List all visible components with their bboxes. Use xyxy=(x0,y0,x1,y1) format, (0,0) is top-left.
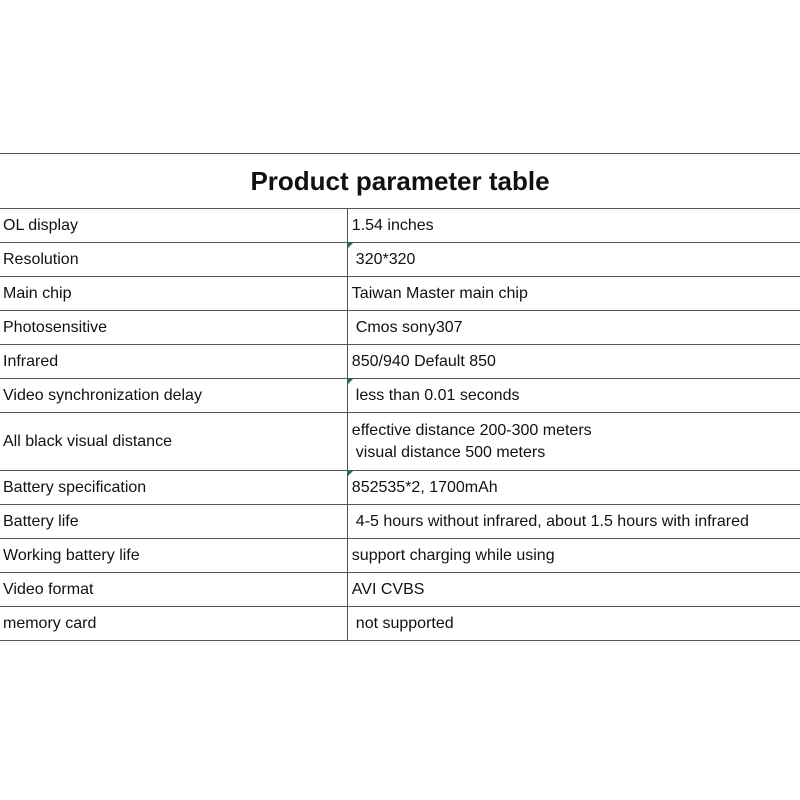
param-label: Infrared xyxy=(0,345,347,379)
param-label: Resolution xyxy=(0,243,347,277)
param-value xyxy=(347,573,800,607)
param-value xyxy=(347,243,800,277)
param-label: All black visual distance xyxy=(0,413,347,471)
param-value xyxy=(347,471,800,505)
param-value xyxy=(347,413,800,471)
table-row xyxy=(0,413,800,471)
param-value xyxy=(347,539,800,573)
table-row xyxy=(0,311,800,345)
param-value-line: visual distance 500 meters xyxy=(355,443,546,461)
param-label: Video synchronization delay xyxy=(0,379,347,413)
cell-marker-icon xyxy=(348,243,353,248)
table-row xyxy=(0,573,800,607)
param-value xyxy=(347,505,800,539)
table-row xyxy=(0,471,800,505)
param-value xyxy=(347,209,800,243)
param-value-text: Taiwan Master main chip xyxy=(351,284,528,302)
param-label: Battery specification xyxy=(0,471,347,505)
param-label: Photosensitive xyxy=(0,311,347,345)
param-value xyxy=(347,345,800,379)
table-row xyxy=(0,209,800,243)
table-row xyxy=(0,539,800,573)
param-value xyxy=(347,311,800,345)
param-value-text: support charging while using xyxy=(351,546,555,564)
param-value-text: less than 0.01 seconds xyxy=(355,386,520,404)
param-value-line: effective distance 200-300 meters xyxy=(351,421,592,439)
param-value-text: not supported xyxy=(355,614,454,632)
param-value-text: 4-5 hours without infrared, about 1.5 hours with infrared xyxy=(355,512,749,530)
param-value-text: 850/940 Default 850 xyxy=(351,352,496,370)
product-parameter-table xyxy=(0,153,800,641)
table-title-row xyxy=(0,154,800,209)
cell-marker-icon xyxy=(348,379,353,384)
table-row xyxy=(0,345,800,379)
param-label: Video format xyxy=(0,573,347,607)
param-value xyxy=(347,277,800,311)
table-row xyxy=(0,607,800,641)
param-value-text: Cmos sony307 xyxy=(355,318,463,336)
param-value-text: 852535*2, 1700mAh xyxy=(351,478,498,496)
param-label: Battery life xyxy=(0,505,347,539)
param-label: memory card xyxy=(0,607,347,641)
cell-marker-icon xyxy=(348,471,353,476)
param-value xyxy=(347,379,800,413)
param-label: Main chip xyxy=(0,277,347,311)
param-value-text: 320*320 xyxy=(355,250,416,268)
table-row xyxy=(0,379,800,413)
param-value-text: 1.54 inches xyxy=(351,216,434,234)
param-label: Working battery life xyxy=(0,539,347,573)
table-row xyxy=(0,277,800,311)
table-title: Product parameter table xyxy=(0,154,800,209)
param-value xyxy=(347,607,800,641)
table-row xyxy=(0,505,800,539)
param-value-text: AVI CVBS xyxy=(351,580,425,598)
table-row xyxy=(0,243,800,277)
param-label: OL display xyxy=(0,209,347,243)
